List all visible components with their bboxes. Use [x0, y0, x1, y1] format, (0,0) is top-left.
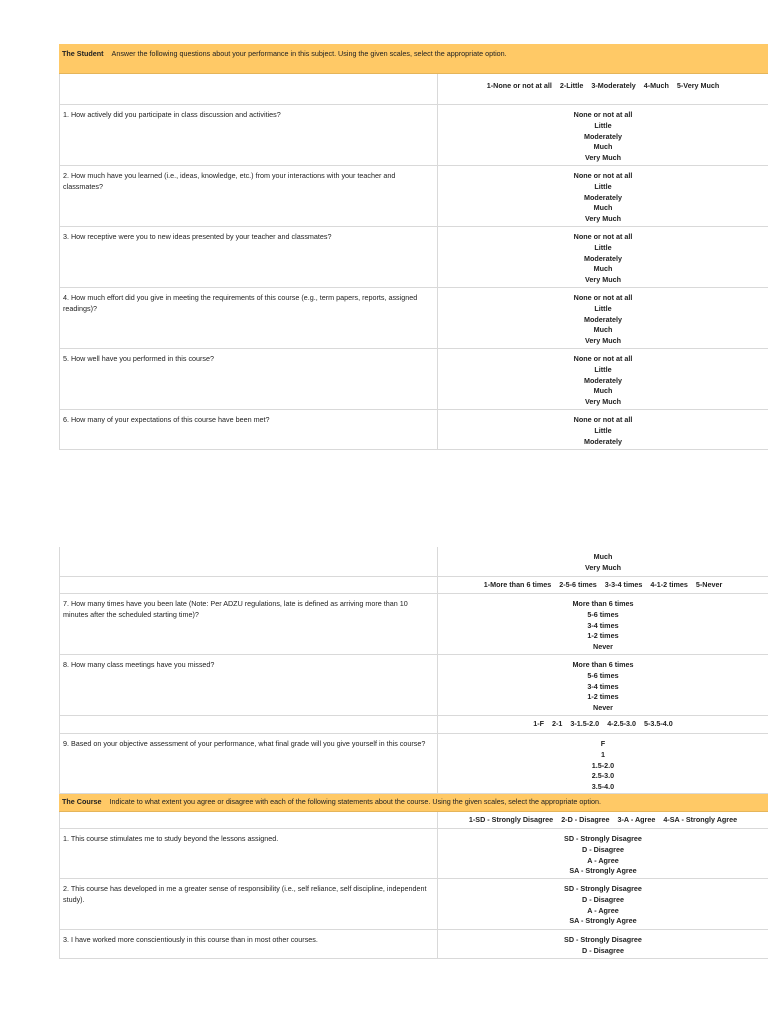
answer-option[interactable]: Moderately: [584, 131, 622, 141]
answer-options: [438, 349, 768, 409]
question-row-1: [59, 105, 768, 166]
question-row-2: [59, 166, 768, 227]
answer-options: [438, 547, 768, 576]
question-text: 1. This course stimulates me to study beyond the lessons assigned.: [59, 829, 438, 878]
scale-item: 1-SD - Strongly Disagree: [468, 815, 554, 824]
scale-item: 4-Much: [643, 81, 669, 90]
scale-item: 5-Very Much: [676, 81, 720, 90]
answer-option[interactable]: Much: [593, 264, 613, 274]
scale-item: 1-F: [533, 719, 545, 728]
answer-option[interactable]: None or not at all: [573, 171, 633, 180]
answer-option[interactable]: Little: [594, 242, 612, 252]
answer-options: [438, 288, 768, 348]
answer-option[interactable]: Little: [594, 364, 612, 374]
answer-option[interactable]: More than 6 times: [572, 660, 634, 669]
scale-item: 5-Never: [695, 580, 723, 589]
answer-option[interactable]: Very Much: [585, 397, 621, 407]
answer-option[interactable]: None or not at all: [573, 232, 633, 241]
question-row-3: [59, 227, 768, 288]
question-text-empty: [59, 547, 438, 576]
question-text: 6. How many of your expectations of this course have been met?: [59, 410, 438, 449]
student-section-title: The Student: [62, 49, 104, 58]
question-text: 2. How much have you learned (i.e., ideas, knowledge, etc.) from your interactions with your teacher and classmates?: [59, 166, 438, 226]
grade-scale-legend: [438, 716, 768, 733]
answer-option[interactable]: Little: [594, 303, 612, 313]
question-text: 5. How well have you performed in this course?: [59, 349, 438, 409]
answer-option[interactable]: Moderately: [584, 436, 622, 446]
answer-option[interactable]: SD - Strongly Disagree: [564, 935, 642, 944]
answer-option[interactable]: Never: [593, 703, 613, 713]
answer-option[interactable]: 3-4 times: [587, 620, 619, 630]
student-section-instruction: Answer the following questions about your performance in this subject. Using the given scales, select the appropriate option.: [111, 49, 507, 58]
scale-blank-cell: [59, 74, 438, 104]
answer-options: [438, 930, 768, 958]
answer-option[interactable]: 3-4 times: [587, 681, 619, 691]
answer-option[interactable]: 1-2 times: [587, 631, 619, 641]
late-scale-legend: [438, 577, 768, 593]
answer-option[interactable]: Very Much: [585, 153, 621, 163]
answer-option[interactable]: A - Agree: [587, 855, 619, 865]
answer-option[interactable]: Very Much: [585, 562, 621, 572]
answer-option[interactable]: None or not at all: [573, 110, 633, 119]
answer-option[interactable]: Very Much: [585, 336, 621, 346]
course-section-instruction: Indicate to what extent you agree or disagree with each of the following statements about the course. Using the given scales, select the appropriate option.: [109, 797, 601, 806]
question-text: 8. How many class meetings have you missed?: [59, 655, 438, 715]
answer-options: [438, 829, 768, 878]
question-text: 7. How many times have you been late (Note: Per ADZU regulations, late is defined as arriving more than 10 minutes after the scheduled starting time)?: [59, 594, 438, 654]
answer-option[interactable]: SA - Strongly Agree: [569, 916, 637, 926]
scale-item: 2-5-6 times: [559, 580, 597, 589]
answer-option[interactable]: Moderately: [584, 375, 622, 385]
scale-item: 4-SA - Strongly Agree: [663, 815, 738, 824]
scale-item: 3-Moderately: [591, 81, 636, 90]
question-text: 2. This course has developed in me a greater sense of responsibility (i.e., self reliance, self discipline, independent study).: [59, 879, 438, 929]
answer-options: [438, 227, 768, 287]
answer-options: [438, 105, 768, 165]
scale-item: 5-3.5-4.0: [643, 719, 673, 728]
question-text: 4. How much effort did you give in meeting the requirements of this course (e.g., term papers, reports, assigned readings)?: [59, 288, 438, 348]
continued-section-table: [59, 547, 768, 959]
scale-item: 2-Little: [559, 81, 584, 90]
student-section-header: [59, 44, 768, 74]
answer-option[interactable]: D - Disagree: [582, 844, 624, 854]
answer-option[interactable]: Little: [594, 425, 612, 435]
answer-option[interactable]: More than 6 times: [572, 599, 634, 608]
answer-options: [438, 166, 768, 226]
answer-option[interactable]: D - Disagree: [582, 894, 624, 904]
answer-option[interactable]: None or not at all: [573, 293, 633, 302]
answer-option[interactable]: 3.5-4.0: [591, 782, 615, 792]
answer-option[interactable]: SD - Strongly Disagree: [564, 834, 642, 843]
question-text: 3. How receptive were you to new ideas presented by your teacher and classmates?: [59, 227, 438, 287]
answer-options: [438, 594, 768, 654]
scale-item: 3-3-4 times: [604, 580, 643, 589]
scale-blank-cell: [59, 577, 438, 593]
answer-options: [438, 734, 768, 793]
answer-option[interactable]: A - Agree: [587, 905, 619, 915]
answer-option[interactable]: Very Much: [585, 275, 621, 285]
question-row-4: [59, 288, 768, 349]
scale-item: 4-2.5-3.0: [607, 719, 636, 728]
answer-option[interactable]: Moderately: [584, 253, 622, 263]
scale-item: 1-None or not at all: [486, 81, 552, 90]
scale-item: 4-1-2 times: [650, 580, 688, 589]
course-question-row-3: [59, 930, 768, 959]
question-row-6-continued: [59, 547, 768, 577]
answer-option[interactable]: Little: [594, 181, 612, 191]
question-text: 3. I have worked more conscientiously in this course than in most other courses.: [59, 930, 438, 958]
course-section-title: The Course: [62, 797, 102, 806]
answer-option[interactable]: 1: [601, 749, 605, 759]
question-text: 9. Based on your objective assessment of your performance, what final grade will you give yourself in this course?: [59, 734, 438, 793]
question-text: 1. How actively did you participate in class discussion and activities?: [59, 105, 438, 165]
answer-option[interactable]: D - Disagree: [582, 945, 624, 955]
answer-option[interactable]: Very Much: [585, 214, 621, 224]
course-scale-legend: [438, 812, 768, 828]
answer-option[interactable]: 1-2 times: [587, 692, 619, 702]
scale-blank-cell: [59, 812, 438, 828]
student-section-table: [59, 44, 768, 450]
student-scale-legend: [438, 74, 768, 104]
question-row-6: [59, 410, 768, 450]
answer-option[interactable]: Never: [593, 642, 613, 652]
scale-item: 3-1.5-2.0: [570, 719, 600, 728]
answer-option[interactable]: 2.5-3.0: [591, 771, 615, 781]
scale-item: 3-A - Agree: [617, 815, 656, 824]
scale-item: 1-More than 6 times: [483, 580, 552, 589]
answer-option[interactable]: F: [600, 739, 606, 748]
student-scale-row: [59, 74, 768, 105]
answer-option[interactable]: SD - Strongly Disagree: [564, 884, 642, 893]
answer-option[interactable]: Much: [593, 203, 613, 213]
answer-options: [438, 655, 768, 715]
scale-blank-cell: [59, 716, 438, 733]
question-row-7: [59, 594, 768, 655]
answer-option[interactable]: Moderately: [584, 314, 622, 324]
question-row-9: [59, 734, 768, 794]
question-row-8: [59, 655, 768, 716]
answer-option[interactable]: 5-6 times: [587, 670, 619, 680]
answer-options: [438, 879, 768, 929]
answer-option[interactable]: Much: [593, 142, 613, 152]
course-section-header: [59, 794, 768, 812]
answer-option[interactable]: Moderately: [584, 192, 622, 202]
course-question-row-2: [59, 879, 768, 930]
late-scale-row: [59, 577, 768, 594]
course-scale-row: [59, 812, 768, 829]
answer-option[interactable]: Little: [594, 120, 612, 130]
answer-option[interactable]: Much: [593, 552, 613, 561]
answer-option[interactable]: None or not at all: [573, 354, 633, 363]
grade-scale-row: [59, 716, 768, 734]
answer-option[interactable]: None or not at all: [573, 415, 633, 424]
answer-option[interactable]: 1.5-2.0: [591, 760, 615, 770]
course-question-row-1: [59, 829, 768, 879]
answer-option[interactable]: SA - Strongly Agree: [569, 866, 637, 876]
answer-option[interactable]: Much: [593, 386, 613, 396]
scale-item: 2-D - Disagree: [561, 815, 610, 824]
answer-options: [438, 410, 768, 449]
scale-item: 2-1: [552, 719, 563, 728]
answer-option[interactable]: 5-6 times: [587, 609, 619, 619]
question-row-5: [59, 349, 768, 410]
answer-option[interactable]: Much: [593, 325, 613, 335]
